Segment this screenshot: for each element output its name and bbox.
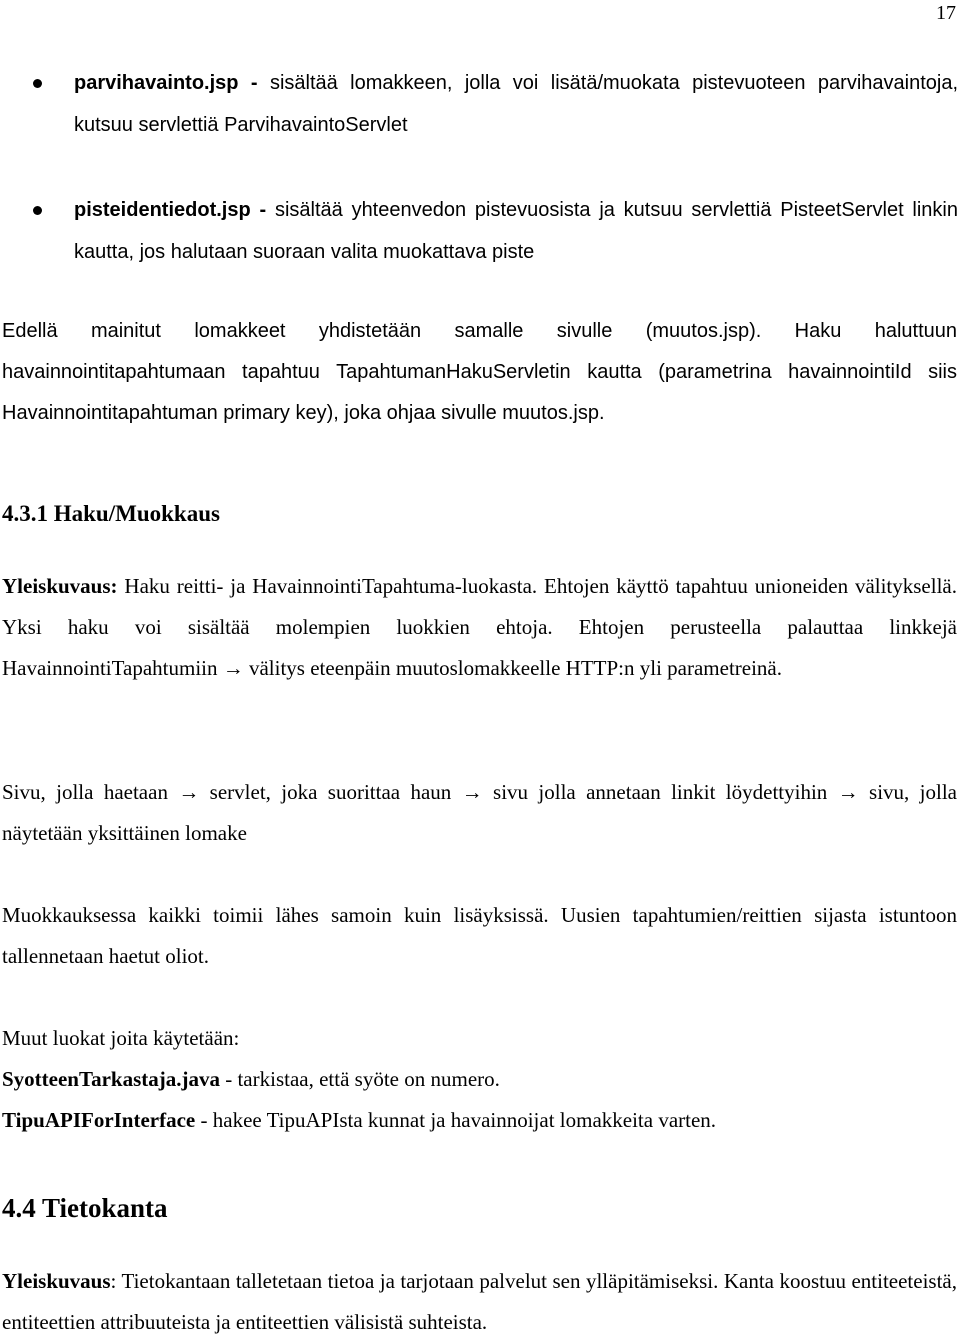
section-heading-4-3-1: 4.3.1 Haku/Muokkaus	[2, 501, 220, 526]
forms-paragraph: Edellä mainitut lomakkeet yhdistetään samalle sivulle (muutos.jsp). Haku haluttuun havainnointitapahtumaan tapahtuu TapahtumanHakuServletin kautta (parametrina havainnointiId siis Havainnointitapahtuman primary key), joka ohjaa sivulle muutos.jsp.	[2, 320, 957, 424]
class-description: - hakee TipuAPIsta kunnat ja havainnoijat lomakkeita varten.	[195, 1108, 717, 1132]
class-name: SyotteenTarkastaja.java	[2, 1067, 220, 1091]
file-name: parvihavainto.jsp	[74, 72, 239, 94]
db-overview-label: Yleiskuvaus	[2, 1269, 111, 1293]
db-overview-text: : Tietokantaan talletetaan tietoa ja tarjotaan palvelut sen ylläpitämiseksi. Kanta koostuu entiteeteistä, entiteettien attribuuteista ja entiteettien välisistä suhteista.	[2, 1269, 957, 1334]
page-number: 17	[936, 2, 956, 24]
file-bullet-list	[0, 62, 960, 316]
other-classes-intro: Muut luokat joita käytetään:	[2, 1026, 240, 1050]
database-overview-paragraph	[2, 1261, 957, 1343]
class-item-syotteentarkastaja	[2, 1059, 957, 1100]
file-description: sisältää lomakkeen, jolla voi lisätä/muokata pistevuoteen parvihavaintoja, kutsuu servlettiä ParvihavaintoServlet	[74, 72, 958, 136]
bullet-item-pisteidentiedot	[0, 189, 960, 273]
overview-paragraph	[2, 566, 957, 689]
flow-paragraph: Sivu, jolla haetaan → servlet, joka suorittaa haun → sivu jolla annetaan linkit löydettyihin → sivu, jolla näytetään yksittäinen lomake	[2, 780, 957, 845]
class-name: TipuAPIForInterface	[2, 1108, 196, 1132]
edit-paragraph: Muokkauksessa kaikki toimii lähes samoin kuin lisäyksissä. Uusien tapahtumien/reittien sijasta istuntoon tallennetaan haetut oliot.	[2, 903, 957, 968]
bullet-dot-icon	[33, 79, 42, 88]
class-item-tipuapi	[2, 1100, 957, 1141]
bullet-dot-icon	[33, 206, 42, 215]
overview-label: Yleiskuvaus:	[2, 574, 118, 598]
bullet-item-parvihavainto	[0, 62, 960, 146]
class-description: - tarkistaa, että syöte on numero.	[219, 1067, 500, 1091]
overview-text: Haku reitti- ja HavainnointiTapahtuma-luokasta. Ehtojen käyttö tapahtuu unioneiden välityksellä. Yksi haku voi sisältää molempien luokkien ehtoja. Ehtojen perusteella palauttaa linkkejä HavainnointiTapahtumiin → välitys eteenpäin muutoslomakkeelle HTTP:n yli parametreinä.	[2, 574, 957, 680]
separator: -	[250, 199, 275, 221]
file-name: pisteidentiedot.jsp	[74, 199, 251, 221]
file-description: sisältää yhteenvedon pistevuosista ja kutsuu servlettiä PisteetServlet linkin kautta, jos halutaan suoraan valita muokattava piste	[74, 199, 958, 263]
separator: -	[238, 72, 270, 94]
section-heading-4-4: 4.4 Tietokanta	[2, 1193, 168, 1223]
